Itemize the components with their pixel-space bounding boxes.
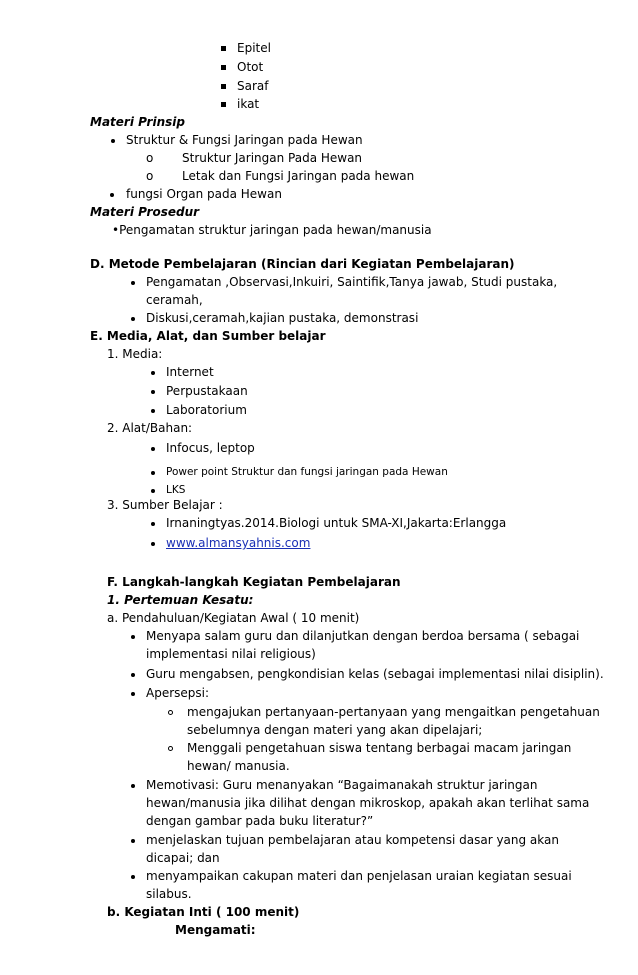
list-item: Pengamatan ,Observasi,Inkuiri, Saintifik,Tanya jawab, Studi pustaka, <box>146 275 558 289</box>
list-item: Irnaningtyas.2014.Biologi untuk SMA-XI,Jakarta:Erlangga <box>166 516 507 530</box>
section-e-heading: E. Media, Alat, dan Sumber belajar <box>90 329 326 343</box>
list-item: Epitel <box>237 41 271 55</box>
list-item: Struktur Jaringan Pada Hewan <box>182 151 363 165</box>
list-item-continuation: sebelumnya dengan materi yang akan dipelajari; <box>187 723 483 737</box>
bullet-icon <box>151 522 155 526</box>
list-item: Diskusi,ceramah,kajian pustaka, demonstrasi <box>146 311 419 325</box>
list-item-continuation: ceramah, <box>146 293 203 307</box>
list-item: mengajukan pertanyaan-pertanyaan yang mengaitkan pengetahuan <box>187 705 600 719</box>
bullet-icon <box>131 317 135 321</box>
pendahuluan-heading: a. Pendahuluan/Kegiatan Awal ( 10 menit) <box>107 611 360 625</box>
bullet-icon <box>151 447 155 451</box>
list-item: Infocus, leptop <box>166 441 255 455</box>
bullet-icon <box>131 839 135 843</box>
mengamati-heading: Mengamati: <box>175 923 256 937</box>
square-bullet-icon <box>221 102 226 107</box>
list-item: Internet <box>166 365 214 379</box>
bullet-icon <box>151 471 155 475</box>
bullet-icon <box>131 784 135 788</box>
list-item: Guru mengabsen, pengkondisian kelas (sebagai implementasi nilai disiplin). <box>146 667 604 681</box>
section-f-heading: F. Langkah-langkah Kegiatan Pembelajaran <box>107 575 401 589</box>
list-item: Memotivasi: Guru menanyakan “Bagaimanakah struktur jaringan <box>146 778 538 792</box>
sumber-label: 3. Sumber Belajar : <box>107 498 223 512</box>
list-item-continuation: dengan gambar pada buku literatur?” <box>146 814 374 828</box>
list-item-continuation: dicapai; dan <box>146 851 220 865</box>
list-item: menyampaikan cakupan materi dan penjelasan uraian kegiatan sesuai <box>146 869 572 883</box>
sub-bullet-marker: o <box>146 151 154 165</box>
list-item: Apersepsi: <box>146 686 210 700</box>
list-item-continuation: hewan/manusia jika dilihat dengan mikroskop, apakah akan terlihat sama <box>146 796 590 810</box>
bullet-icon <box>151 542 155 546</box>
sub-bullet-marker: o <box>146 169 154 183</box>
square-bullet-icon <box>221 84 226 89</box>
list-item: Letak dan Fungsi Jaringan pada hewan <box>182 169 415 183</box>
list-item-continuation: hewan/ manusia. <box>187 759 290 773</box>
bullet-icon <box>131 635 135 639</box>
bullet-icon <box>151 390 155 394</box>
list-item: Saraf <box>237 79 269 93</box>
materi-prosedur-heading: Materi Prosedur <box>90 205 200 219</box>
alat-label: 2. Alat/Bahan: <box>107 421 193 435</box>
list-item: fungsi Organ pada Hewan <box>126 187 282 201</box>
square-bullet-icon <box>221 65 226 70</box>
list-item: menjelaskan tujuan pembelajaran atau kompetensi dasar yang akan <box>146 833 559 847</box>
list-item: Power point Struktur dan fungsi jaringan pada Hewan <box>166 466 448 478</box>
list-item: Menyapa salam guru dan dilanjutkan dengan berdoa bersama ( sebagai <box>146 629 580 643</box>
materi-prinsip-heading: Materi Prinsip <box>90 115 185 129</box>
kegiatan-inti-heading: b. Kegiatan Inti ( 100 menit) <box>107 905 300 919</box>
circle-bullet-icon <box>168 710 173 715</box>
list-item: Otot <box>237 60 264 74</box>
bullet-icon <box>151 409 155 413</box>
list-item: •Pengamatan struktur jaringan pada hewan/manusia <box>112 223 432 237</box>
list-item: Menggali pengetahuan siswa tentang berbagai macam jaringan <box>187 741 572 755</box>
bullet-icon <box>131 673 135 677</box>
list-item-continuation: silabus. <box>146 887 192 901</box>
bullet-icon <box>131 875 135 879</box>
section-d-heading: D. Metode Pembelajaran (Rincian dari Kegiatan Pembelajaran) <box>90 257 515 271</box>
bullet-icon <box>110 193 114 197</box>
pertemuan-heading: 1. Pertemuan Kesatu: <box>107 593 254 607</box>
bullet-icon <box>111 139 115 143</box>
list-item: Perpustakaan <box>166 384 248 398</box>
bullet-icon <box>151 371 155 375</box>
bullet-icon <box>131 692 135 696</box>
square-bullet-icon <box>221 46 226 51</box>
circle-bullet-icon <box>168 746 173 751</box>
list-item: LKS <box>166 484 186 496</box>
media-label: 1. Media: <box>107 347 163 361</box>
bullet-icon <box>151 489 155 493</box>
list-item: ikat <box>237 97 260 111</box>
bullet-icon <box>131 281 135 285</box>
list-item: Laboratorium <box>166 403 247 417</box>
website-link[interactable]: www.almansyahnis.com <box>166 536 311 550</box>
list-item: Struktur & Fungsi Jaringan pada Hewan <box>126 133 363 147</box>
list-item-continuation: implementasi nilai religious) <box>146 647 316 661</box>
